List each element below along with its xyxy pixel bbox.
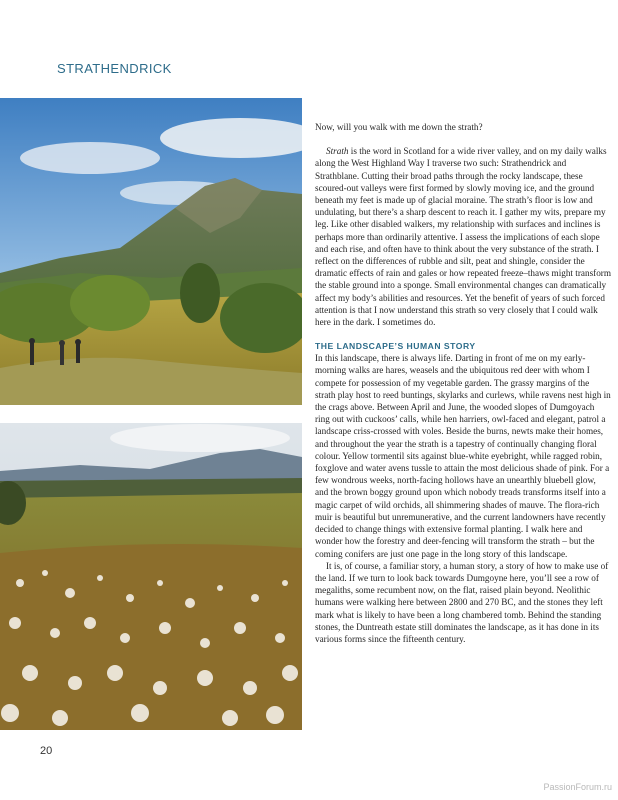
- intro-paragraph: Now, will you walk with me down the strath?: [315, 122, 483, 132]
- section-heading: THE LANDSCAPE’S HUMAN STORY: [315, 341, 476, 352]
- paragraph-strath-text: is the word in Scotland for a wide river valley, and on my daily walks along the West Highland Way I traverse two such: Strathendrick and Strathblane. Cutting their broad paths through the rocky landscape, these scoured-out valleys were first formed by slowly moving ice, and the ground beneath my feet is made up of glacial moraine. The strath’s floor is low and undulating, but there’s a sharp descent to reach it. I gather my wits, prepare my leg. Like other disabled walkers, my relationship with surfaces and inclines is perhaps more than ordinarily attentive. I assess the implications of each slope and each rise, and often have to think about the very substance of the strath. I reflect on the differences of rubble and silt, peat and shingle, consider the dramatic effects of rain and gales or how repeated freeze–thaws might transform the stable ground into a sponge. Small environmental changes can dramatically affect my body’s abilities and resources. Yet the benefit of years of such forced attention is that I now understand this strath so very closely that I could walk here in the dark. I sometimes do.: [315, 146, 612, 328]
- section-title: STRATHENDRICK: [57, 61, 172, 76]
- photo-walkers-hillside: [0, 98, 302, 405]
- photo-wildflower-meadow: [0, 423, 302, 730]
- paragraph-strath: [315, 145, 611, 328]
- paragraph-life: In this landscape, there is always life. Darting in front of me on my early-morning walks are hares, weasels and the ubiquitous red deer with whom I compete for possession of my vegetable garden. The grassy margins of the strath play host to reed buntings, skylarks and curlews, while ravens nest high in the crags above. Between April and June, the wooded slopes of Dumgoyach ring out with cuckoos’ calls, while hen harriers, owl-faced and elegant, patrol a landscape criss-crossed with voles. Beside the burns, newts make their homes, and throughout the year the strath is a tapestry of continually changing floral colour. Yellow tormentil sits against blue-white eyebright, while ragged robin, foxglove and water avens tussle to attain the most delicious shade of pink. For a few wondrous weeks, north-facing hollows have an unearthly bluebell glow, and the brown boggy ground upon which nobody treads transforms itself into a magic carpet of wild orchids, all shimmering shades of mauve. The flora-rich muir is beautiful but unremunerative, and the current landowners have recently decided to change things with extensive formal planting. I walk here and wonder how the forestry and deer-fencing will transform the strath – but the coming conifers are just one page in the long story of this landscape.: [315, 353, 611, 559]
- strath-term: Strath: [326, 146, 349, 157]
- article-body: [315, 121, 611, 645]
- watermark: PassionForum.ru: [543, 782, 612, 792]
- page-number: 20: [40, 745, 53, 757]
- paragraph-human-story: It is, of course, a familiar story, a human story, a story of how to make use of the land. If we turn to look back towards Dumgoyne here, you’ll see a row of megaliths, some recumbent now, on the flat, raised plain beyond. Neolithic humans were walking here between 2800 and 270 BC, and the stones they left mark what is likely to have been a long chambered tomb. Behind the standing stones, the Duntreath estate still dominates the landscape, as it has done in its various forms since the fifteenth century.: [315, 560, 609, 644]
